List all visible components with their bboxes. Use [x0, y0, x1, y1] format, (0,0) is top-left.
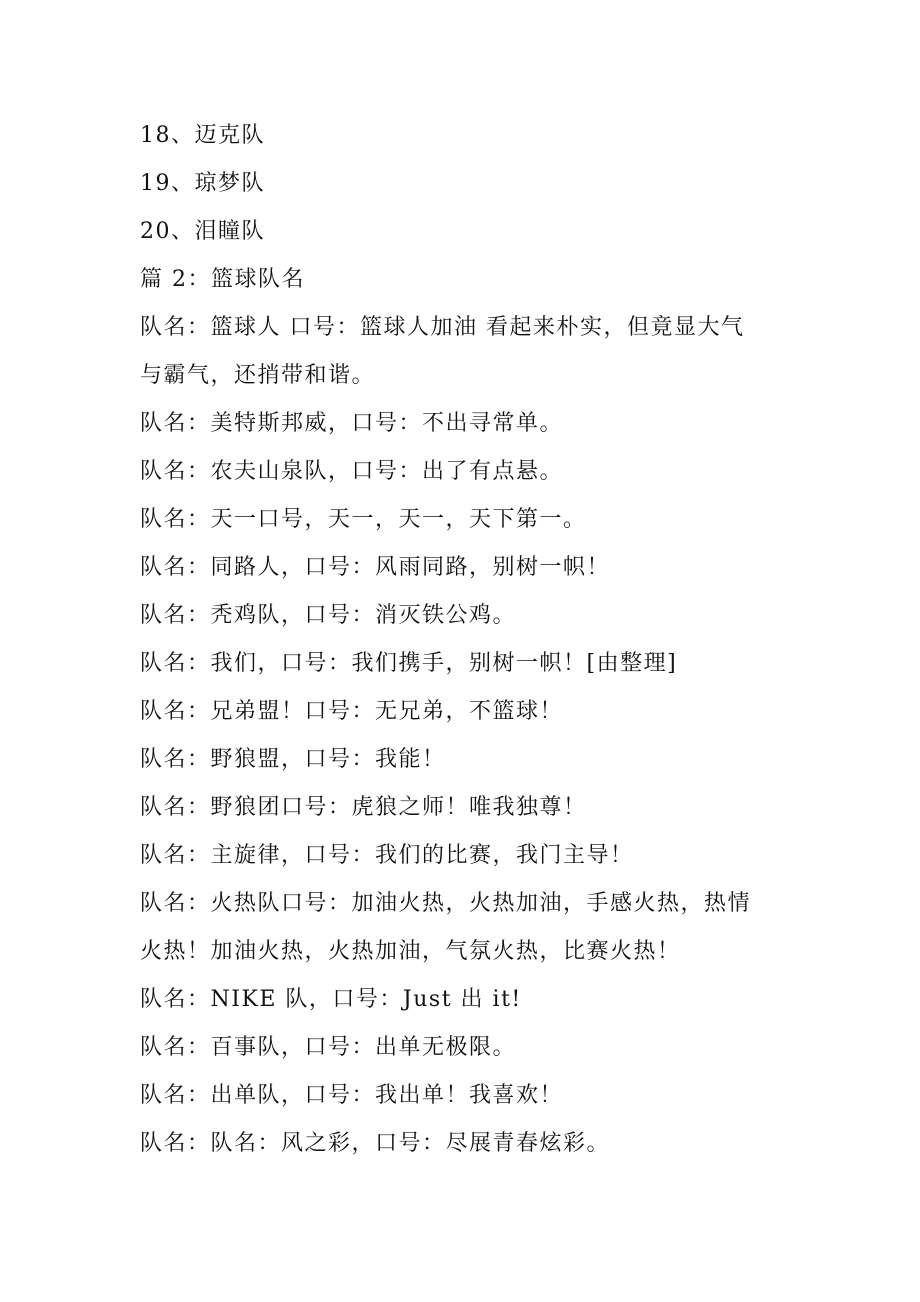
list-item-20: 20、泪瞳队: [140, 219, 265, 244]
paragraph-line: 队名：兄弟盟！口号：无兄弟，不篮球！: [140, 699, 564, 724]
paragraph-line: 队名：百事队，口号：出单无极限。: [140, 1035, 517, 1060]
paragraph-line: 队名：秃鸡队，口号：消灭铁公鸡。: [140, 603, 517, 628]
paragraph-line: 队名：NIKE 队，口号：Just 出 it!: [140, 987, 522, 1012]
list-item-18: 18、迈克队: [140, 123, 265, 148]
paragraph-line: 与霸气，还捎带和谐。: [140, 363, 376, 388]
paragraph-line: 队名：美特斯邦威，口号：不出寻常单。: [140, 411, 564, 436]
paragraph-line: 队名：篮球人 口号：篮球人加油 看起来朴实，但竟显大气: [140, 315, 745, 340]
document-body: [140, 112, 790, 1168]
paragraph-line: 队名：天一口号，天一，天一，天下第一。: [140, 507, 587, 532]
paragraph-line: 队名：同路人，口号：风雨同路，别树一帜！: [140, 555, 611, 580]
list-item-19: 19、琼梦队: [140, 171, 265, 196]
paragraph-line: 队名：农夫山泉队，口号：出了有点悬。: [140, 459, 564, 484]
paragraph-line: 队名：野狼团口号：虎狼之师！唯我独尊！: [140, 795, 587, 820]
paragraph-line: 队名：出单队，口号：我出单！我喜欢！: [140, 1083, 564, 1108]
paragraph-line: 队名：我们，口号：我们携手，别树一帜！[由整理]: [140, 651, 678, 676]
paragraph-line: 火热！加油火热，火热加油，气氛火热，比赛火热！: [140, 939, 681, 964]
section-heading: 篇 2：篮球队名: [140, 267, 305, 292]
paragraph-line: 队名：主旋律，口号：我们的比赛，我门主导！: [140, 843, 634, 868]
paragraph-line: 队名：队名：风之彩，口号：尽展青春炫彩。: [140, 1131, 611, 1156]
paragraph-line: 队名：火热队口号：加油火热，火热加油，手感火热，热情: [140, 891, 752, 916]
paragraph-line: 队名：野狼盟，口号：我能！: [140, 747, 446, 772]
